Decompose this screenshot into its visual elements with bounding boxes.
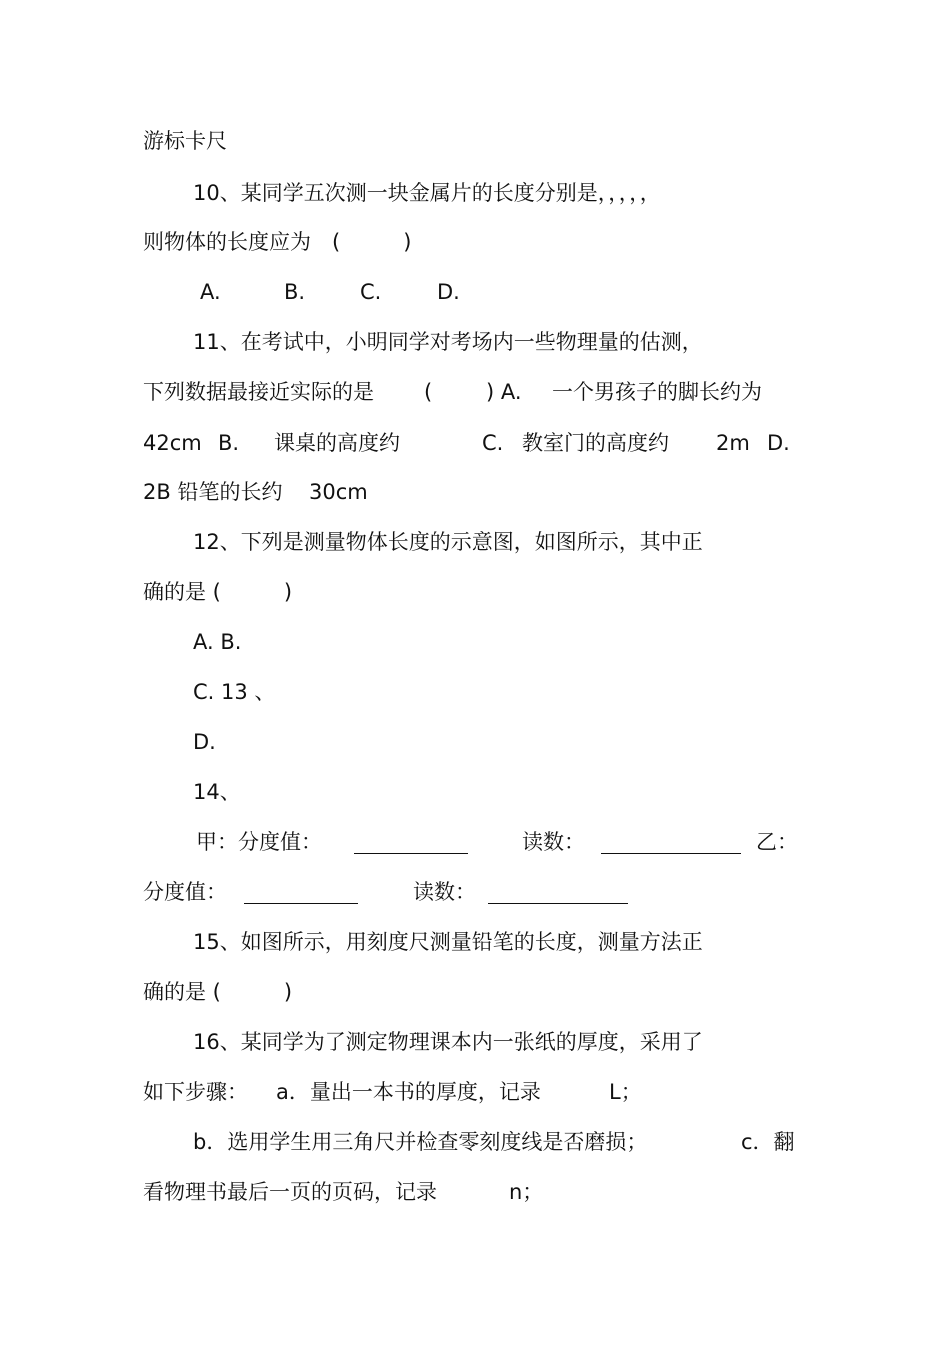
text-line: 2m [716, 431, 750, 455]
answer-blank [488, 883, 628, 904]
text-line: 则物体的长度应为 ( ) [143, 230, 412, 254]
text-line: 读数： [522, 830, 585, 854]
answer-blank [601, 833, 741, 854]
text-line: a．量出一本书的厚度，记录 [276, 1080, 541, 1104]
text-line: 下列数据最接近实际的是 [143, 380, 374, 404]
text-line: 2B 铅笔的长约 [143, 480, 283, 504]
text-line: 确的是 ( ) [143, 980, 293, 1004]
option-a: A. [200, 280, 221, 304]
text-line: D. [767, 431, 790, 455]
question-15: 15、如图所示，用刻度尺测量铅笔的长度，测量方法正 [193, 930, 703, 954]
question-12: 12、下列是测量物体长度的示意图，如图所示，其中正 [193, 530, 703, 554]
text-line: 课桌的高度约 [274, 431, 400, 455]
text-line: 游标卡尺 [143, 129, 227, 153]
text-line: c．翻 [741, 1130, 795, 1154]
text-line: ( [424, 380, 433, 404]
option-d: D. [437, 280, 460, 304]
answer-blank [354, 833, 468, 854]
text-line: 42cm [143, 431, 202, 455]
text-line: 分度值： [143, 880, 227, 904]
text-line: D. [193, 730, 216, 754]
text-line: ) A. [486, 380, 522, 404]
question-16: 16、某同学为了测定物理课本内一张纸的厚度，采用了 [193, 1030, 703, 1054]
text-line: C. [482, 431, 504, 455]
text-line: 甲：分度值： [196, 830, 322, 854]
text-line: 教室门的高度约 [522, 431, 669, 455]
text-line: 如下步骤： [143, 1080, 248, 1104]
text-line: 读数： [413, 880, 476, 904]
question-10: 10、某同学五次测一块金属片的长度分别是，，，，， [193, 181, 661, 205]
option-b: B. [284, 280, 306, 304]
answer-blank [244, 883, 358, 904]
text-line: n； [509, 1180, 544, 1204]
text-line: 一个男孩子的脚长约为 [552, 380, 762, 404]
text-line: A. B. [193, 630, 242, 654]
option-c: C. [360, 280, 382, 304]
text-line: b．选用学生用三角尺并检查零刻度线是否磨损； [193, 1130, 648, 1154]
question-14: 14、 [193, 780, 241, 804]
text-line: L； [609, 1080, 642, 1104]
text-line: 乙： [756, 830, 798, 854]
text-line: 确的是 ( ) [143, 580, 293, 604]
text-line: B. [218, 431, 240, 455]
text-line: 看物理书最后一页的页码，记录 [143, 1180, 437, 1204]
question-11: 11、在考试中，小明同学对考场内一些物理量的估测， [193, 330, 703, 354]
text-line: C. 13 、 [193, 680, 276, 704]
text-line: 30cm [309, 480, 368, 504]
